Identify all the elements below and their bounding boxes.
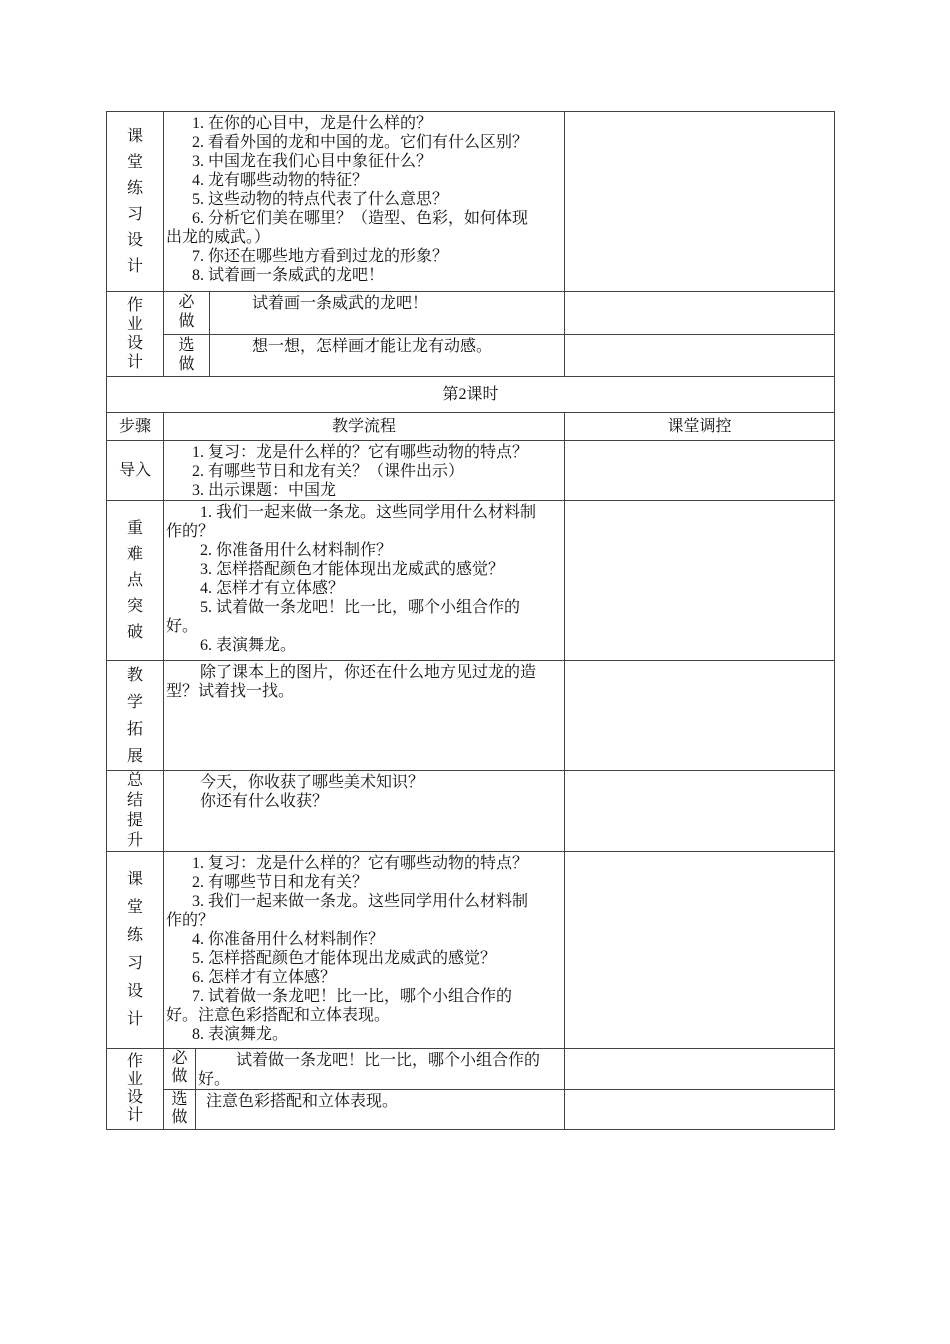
cell-header-control: [565, 413, 835, 441]
text-line: 3. 怎样搭配颜色才能体现出龙威武的感觉？: [200, 561, 505, 578]
table-row: [107, 292, 835, 335]
cell-breakthrough-control: [565, 501, 835, 661]
text-line: 2. 看看外国的龙和中国的龙。它们有什么区别？: [192, 134, 529, 151]
homework2-label-text: 作业设计: [126, 1053, 143, 1124]
text-line: 3. 出示课题：中国龙: [192, 482, 337, 499]
table-row: [107, 377, 835, 413]
cell-breakthrough-label: [107, 501, 164, 661]
session1-table-part: [106, 111, 835, 377]
text-line: 2. 有哪些节日和龙有关？: [192, 874, 369, 891]
table-row: [107, 335, 835, 377]
cell-practice2-control: [565, 852, 835, 1049]
text-line: 注意色彩搭配和立体表现。: [206, 1093, 399, 1110]
cell-homework2-required-content: [196, 1049, 565, 1090]
text-line: 6. 怎样才有立体感？: [192, 969, 337, 986]
cell-breakthrough-content: [164, 501, 565, 661]
cell-extension-label: [107, 661, 164, 771]
text-line: 试着做一条龙吧！比一比，哪个小组合作的: [236, 1052, 541, 1069]
text-line: 好。注意色彩搭配和立体表现。: [166, 1007, 391, 1024]
table-row: [107, 661, 835, 771]
cell-homework1-required-label: [164, 292, 210, 335]
table-row: [107, 1049, 835, 1090]
text-line: 3. 中国龙在我们心目中象征什么？: [192, 153, 433, 170]
cell-homework1-required-content: [210, 292, 565, 335]
practice2-label-text: 课堂练习设计: [126, 871, 143, 1028]
text-line: 5. 怎样搭配颜色才能体现出龙威武的感觉？: [192, 950, 497, 967]
table-row: [107, 771, 835, 852]
cell-homework2-label: [107, 1049, 164, 1130]
text-line: 作的？: [166, 912, 215, 929]
cell-header-process: [164, 413, 565, 441]
text-line: 7. 你还在哪些地方看到过龙的形象？: [192, 248, 449, 265]
cell-homework1-optional-control: [565, 335, 835, 377]
text-line: 型？试着找一找。: [166, 683, 295, 700]
cell-intro-content: [164, 441, 565, 501]
header-process-text: 教学流程: [331, 418, 396, 435]
cell-summary-content: [164, 771, 565, 852]
header-steps-text: 步骤: [118, 418, 151, 435]
cell-intro-label: [107, 441, 164, 501]
table-row: [107, 112, 835, 292]
text-line: 3. 我们一起来做一条龙。这些同学用什么材料制: [192, 893, 529, 910]
text-line: 1. 我们一起来做一条龙。这些同学用什么材料制: [200, 504, 537, 521]
cell-intro-control: [565, 441, 835, 501]
cell-practice2-content: [164, 852, 565, 1049]
summary-label-text: 总结提升: [126, 772, 143, 849]
header-control-text: 课堂调控: [667, 418, 732, 435]
lesson-plan-table: [106, 111, 834, 1130]
cell-practice1-label: [107, 112, 164, 292]
breakthrough-label-text: 重难点突破: [126, 519, 143, 641]
text-line: 7. 试着做一条龙吧！比一比，哪个小组合作的: [192, 988, 513, 1005]
optional-label-text: 选做: [178, 337, 195, 373]
cell-homework1-optional-content: [210, 335, 565, 377]
text-line: 今天，你收获了哪些美术知识？: [200, 774, 425, 791]
homework1-label-text: 作业设计: [126, 297, 143, 371]
required-label-text: 必做: [171, 1050, 188, 1085]
text-line: 1. 复习：龙是什么样的？它有哪些动物的特点？: [192, 855, 529, 872]
table-row: [107, 501, 835, 661]
required-label-text: 必做: [178, 294, 195, 330]
cell-homework2-optional-content: [196, 1090, 565, 1130]
practice1-label-text: 课堂练习设计: [126, 127, 143, 275]
cell-practice1-control: [565, 112, 835, 292]
text-line: 作的？: [166, 523, 215, 540]
session2-title-text: 第2课时: [442, 386, 499, 403]
cell-practice1-content: [164, 112, 565, 292]
extension-label-text: 教学拓展: [126, 666, 143, 765]
text-line: 4. 你准备用什么材料制作？: [192, 931, 385, 948]
cell-homework1-required-control: [565, 292, 835, 335]
text-line: 1. 复习：龙是什么样的？它有哪些动物的特点？: [192, 444, 529, 461]
text-line: 4. 怎样才有立体感？: [200, 580, 345, 597]
cell-homework1-optional-label: [164, 335, 210, 377]
text-line: 好。: [198, 1071, 231, 1088]
cell-session2-title: [107, 377, 835, 413]
text-line: 5. 试着做一条龙吧！比一比，哪个小组合作的: [200, 599, 521, 616]
session2-table-part: [106, 376, 835, 1130]
cell-summary-control: [565, 771, 835, 852]
text-line: 1. 在你的心目中，龙是什么样的？: [192, 115, 433, 132]
table-row: [107, 441, 835, 501]
text-line: 8. 表演舞龙。: [192, 1026, 289, 1043]
text-line: 想一想，怎样画才能让龙有动感。: [252, 338, 493, 355]
cell-homework2-optional-label: [164, 1090, 196, 1130]
cell-summary-label: [107, 771, 164, 852]
text-line: 6. 分析它们美在哪里？（造型、色彩，如何体现: [192, 210, 529, 227]
table-row: [107, 413, 835, 441]
optional-label-text: 选做: [171, 1091, 188, 1126]
cell-extension-control: [565, 661, 835, 771]
intro-label-text: 导入: [118, 462, 151, 479]
text-line: 试着画一条威武的龙吧！: [252, 295, 429, 312]
cell-homework2-required-control: [565, 1049, 835, 1090]
cell-homework1-label: [107, 292, 164, 377]
text-line: 出龙的威武。）: [166, 229, 271, 246]
text-line: 6. 表演舞龙。: [200, 637, 297, 654]
cell-homework2-required-label: [164, 1049, 196, 1090]
text-line: 2. 你准备用什么材料制作？: [200, 542, 393, 559]
cell-extension-content: [164, 661, 565, 771]
text-line: 好。: [166, 618, 199, 635]
text-line: 除了课本上的图片，你还在什么地方见过龙的造: [200, 664, 537, 681]
cell-homework2-optional-control: [565, 1090, 835, 1130]
text-line: 2. 有哪些节日和龙有关？（课件出示）: [192, 463, 465, 480]
text-line: 4. 龙有哪些动物的特征？: [192, 172, 369, 189]
text-line: 你还有什么收获？: [200, 793, 329, 810]
text-line: 8. 试着画一条威武的龙吧！: [192, 267, 385, 284]
table-row: [107, 852, 835, 1049]
cell-header-steps: [107, 413, 164, 441]
table-row: [107, 1090, 835, 1130]
text-line: 5. 这些动物的特点代表了什么意思？: [192, 191, 449, 208]
cell-practice2-label: [107, 852, 164, 1049]
